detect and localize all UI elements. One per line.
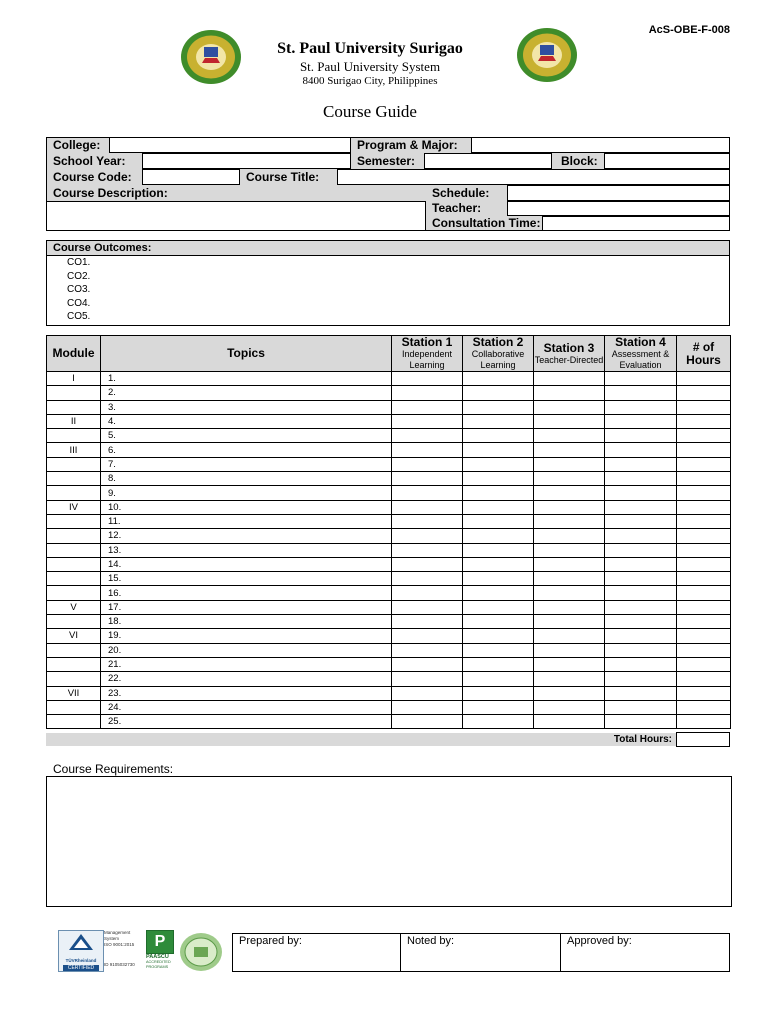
table-row	[47, 700, 731, 714]
topic-cell[interactable]: 9.	[101, 486, 392, 500]
station-3-cell[interactable]	[534, 572, 605, 586]
station-1-cell[interactable]	[392, 400, 463, 414]
module-cell	[47, 615, 101, 629]
station-2-cell[interactable]	[463, 472, 534, 486]
hours-cell[interactable]	[677, 514, 731, 528]
station-3-cell[interactable]	[534, 472, 605, 486]
table-header-row	[47, 336, 731, 372]
noted-by-label: Noted by:	[407, 935, 455, 947]
station-4-cell[interactable]	[605, 500, 677, 514]
course-description-label: Course Description:	[53, 186, 168, 200]
station-2-cell[interactable]	[463, 486, 534, 500]
prepared-by-label: Prepared by:	[239, 935, 302, 947]
iso-text	[104, 930, 142, 968]
station-4-cell[interactable]	[605, 414, 677, 428]
table-row	[47, 486, 731, 500]
module-cell	[47, 657, 101, 671]
university-seal-left	[180, 29, 242, 85]
tuv-brand: TÜVRheinland	[65, 958, 97, 963]
station-4-cell[interactable]	[605, 643, 677, 657]
hours-cell[interactable]	[677, 543, 731, 557]
station-2-cell[interactable]	[463, 672, 534, 686]
station-3-cell[interactable]	[534, 400, 605, 414]
table-row	[47, 414, 731, 428]
station-2-cell[interactable]	[463, 529, 534, 543]
station-3-cell[interactable]	[534, 372, 605, 386]
hours-cell[interactable]	[677, 457, 731, 471]
semester-field[interactable]	[424, 153, 552, 169]
station-3-cell[interactable]	[534, 529, 605, 543]
station-3-cell[interactable]	[534, 486, 605, 500]
total-hours-row	[46, 733, 676, 746]
block-label: Block:	[561, 154, 598, 168]
topic-cell[interactable]: 2.	[101, 386, 392, 400]
university-system: St. Paul University System	[299, 59, 441, 74]
paascu-icon: P	[146, 930, 174, 954]
table-row	[47, 500, 731, 514]
station-2-cell[interactable]	[463, 543, 534, 557]
station-4-cell[interactable]	[605, 429, 677, 443]
teacher-label: Teacher:	[432, 201, 482, 215]
topic-cell[interactable]: 3.	[101, 400, 392, 414]
paascu-logo	[146, 930, 176, 972]
station-3-cell[interactable]	[534, 700, 605, 714]
station-3-cell[interactable]	[534, 586, 605, 600]
station-4-cell[interactable]	[605, 386, 677, 400]
topic-cell[interactable]: 14.	[101, 557, 392, 571]
table-row	[47, 672, 731, 686]
table-row	[47, 543, 731, 557]
module-cell	[47, 386, 101, 400]
consultation-field[interactable]	[542, 216, 730, 231]
topic-cell[interactable]: 6.	[101, 443, 392, 457]
course-code-field[interactable]	[142, 169, 240, 185]
table-row	[47, 400, 731, 414]
station-3-cell[interactable]	[534, 557, 605, 571]
station-3-header	[534, 336, 605, 372]
table-row	[47, 557, 731, 571]
station-2-cell[interactable]	[463, 600, 534, 614]
course-title-field[interactable]	[337, 169, 730, 185]
tuv-certification-logo	[58, 930, 104, 972]
hours-cell[interactable]	[677, 700, 731, 714]
topic-cell[interactable]: 8.	[101, 472, 392, 486]
station-3-title: Station 3	[543, 340, 595, 355]
station-4-cell[interactable]	[605, 657, 677, 671]
station-4-cell[interactable]	[605, 586, 677, 600]
station-2-subtitle: Collaborative Learning	[471, 349, 525, 370]
hours-header: # of Hours	[677, 336, 731, 372]
station-4-cell[interactable]	[605, 672, 677, 686]
module-cell: II	[47, 414, 101, 428]
station-1-cell[interactable]	[392, 386, 463, 400]
topic-cell[interactable]: 13.	[101, 543, 392, 557]
table-row	[47, 715, 731, 729]
station-3-cell[interactable]	[534, 500, 605, 514]
station-2-cell[interactable]	[463, 586, 534, 600]
station-1-cell[interactable]	[392, 629, 463, 643]
topic-cell[interactable]: 4.	[101, 414, 392, 428]
station-1-cell[interactable]	[392, 615, 463, 629]
hours-cell[interactable]	[677, 486, 731, 500]
module-cell: III	[47, 443, 101, 457]
topic-cell[interactable]: 10.	[101, 500, 392, 514]
table-row	[47, 514, 731, 528]
station-3-cell[interactable]	[534, 429, 605, 443]
station-3-cell[interactable]	[534, 543, 605, 557]
station-1-subtitle: Independent Learning	[401, 349, 453, 370]
iso-system-label: Management System	[104, 930, 131, 941]
outcome-item: CO3.	[67, 284, 91, 296]
college-label: College:	[53, 138, 101, 152]
station-2-cell[interactable]	[463, 443, 534, 457]
topic-cell[interactable]: 20.	[101, 643, 392, 657]
module-cell: IV	[47, 500, 101, 514]
topic-cell[interactable]: 16.	[101, 586, 392, 600]
hours-cell[interactable]	[677, 672, 731, 686]
document-title: Course Guide	[323, 102, 417, 121]
module-cell	[47, 572, 101, 586]
program-field[interactable]	[471, 137, 730, 153]
station-1-cell[interactable]	[392, 429, 463, 443]
table-row	[47, 443, 731, 457]
station-4-cell[interactable]	[605, 457, 677, 471]
station-2-cell[interactable]	[463, 429, 534, 443]
station-4-cell[interactable]	[605, 443, 677, 457]
module-cell	[47, 472, 101, 486]
station-4-cell[interactable]	[605, 372, 677, 386]
station-4-cell[interactable]	[605, 572, 677, 586]
total-hours-label: Total Hours:	[613, 734, 672, 745]
station-1-cell[interactable]	[392, 543, 463, 557]
station-4-subtitle: Assessment & Evaluation	[611, 349, 670, 370]
station-1-cell[interactable]	[392, 572, 463, 586]
station-1-cell[interactable]	[392, 700, 463, 714]
station-2-cell[interactable]	[463, 414, 534, 428]
station-4-cell[interactable]	[605, 629, 677, 643]
station-4-cell[interactable]	[605, 486, 677, 500]
station-2-header	[463, 336, 534, 372]
outcome-item: CO1.	[67, 257, 91, 268]
topic-cell[interactable]: 1.	[101, 372, 392, 386]
station-4-title: Station 4	[615, 335, 666, 349]
table-row	[47, 529, 731, 543]
station-3-cell[interactable]	[534, 600, 605, 614]
table-row	[47, 372, 731, 386]
hours-cell[interactable]	[677, 572, 731, 586]
teacher-field[interactable]	[507, 201, 730, 216]
course-requirements-field[interactable]	[46, 776, 732, 907]
course-code-label: Course Code:	[53, 170, 132, 184]
table-row	[47, 600, 731, 614]
noted-by-field[interactable]	[400, 933, 561, 972]
table-row	[47, 643, 731, 657]
table-row	[47, 457, 731, 471]
prepared-by-field[interactable]	[232, 933, 401, 972]
station-3-cell[interactable]	[534, 457, 605, 471]
station-2-cell[interactable]	[463, 400, 534, 414]
topics-header: Topics	[101, 336, 392, 372]
station-1-cell[interactable]	[392, 514, 463, 528]
topic-cell[interactable]: 21.	[101, 657, 392, 671]
hours-cell[interactable]	[677, 686, 731, 700]
module-cell: VII	[47, 686, 101, 700]
hours-cell[interactable]	[677, 615, 731, 629]
station-2-cell[interactable]	[463, 657, 534, 671]
school-year-label: School Year:	[53, 154, 126, 168]
iso-id-label: ID 9105032730	[104, 962, 135, 967]
topic-cell[interactable]: 19.	[101, 629, 392, 643]
course-requirements-label: Course Requirements:	[53, 762, 174, 776]
hours-cell[interactable]	[677, 629, 731, 643]
station-4-cell[interactable]	[605, 686, 677, 700]
hours-cell[interactable]	[677, 600, 731, 614]
topic-cell[interactable]: 5.	[101, 429, 392, 443]
table-row	[47, 572, 731, 586]
outcome-item: CO2.	[67, 270, 91, 282]
station-1-cell[interactable]	[392, 372, 463, 386]
tuv-status: CERTIFIED	[63, 965, 99, 971]
table-row	[47, 657, 731, 671]
outcome-item: CO4.	[67, 297, 91, 309]
module-cell	[47, 529, 101, 543]
station-2-cell[interactable]	[463, 700, 534, 714]
station-3-cell[interactable]	[534, 672, 605, 686]
hours-cell[interactable]	[677, 429, 731, 443]
hours-cell[interactable]	[677, 386, 731, 400]
hours-cell[interactable]	[677, 557, 731, 571]
total-hours-field[interactable]	[676, 732, 730, 747]
station-3-cell[interactable]	[534, 657, 605, 671]
hours-cell[interactable]	[677, 500, 731, 514]
college-field[interactable]	[109, 137, 351, 153]
module-cell	[47, 700, 101, 714]
module-header: Module	[47, 336, 101, 372]
course-description-field[interactable]	[46, 201, 426, 231]
station-4-cell[interactable]	[605, 529, 677, 543]
module-cell	[47, 586, 101, 600]
form-code: AcS-OBE-F-008	[648, 24, 730, 36]
station-3-cell[interactable]	[534, 414, 605, 428]
schedule-label: Schedule:	[432, 186, 490, 200]
station-2-cell[interactable]	[463, 557, 534, 571]
topic-cell[interactable]: 11.	[101, 514, 392, 528]
station-4-cell[interactable]	[605, 472, 677, 486]
station-3-cell[interactable]	[534, 386, 605, 400]
station-1-cell[interactable]	[392, 715, 463, 729]
university-seal-right	[516, 27, 578, 83]
block-field[interactable]	[604, 153, 730, 169]
paascu-name: PAASCU	[146, 954, 169, 960]
station-2-cell[interactable]	[463, 514, 534, 528]
approved-by-label: Approved by:	[567, 935, 632, 947]
station-1-cell[interactable]	[392, 557, 463, 571]
module-cell	[47, 429, 101, 443]
hours-cell[interactable]	[677, 657, 731, 671]
topic-cell[interactable]: 22.	[101, 672, 392, 686]
tuv-triangle-icon	[59, 931, 103, 953]
topic-cell[interactable]: 17.	[101, 600, 392, 614]
approved-by-field[interactable]	[560, 933, 730, 972]
module-cell: V	[47, 600, 101, 614]
station-4-cell[interactable]	[605, 600, 677, 614]
module-cell	[47, 514, 101, 528]
station-1-cell[interactable]	[392, 486, 463, 500]
hours-cell[interactable]	[677, 529, 731, 543]
station-4-cell[interactable]	[605, 715, 677, 729]
station-1-cell[interactable]	[392, 600, 463, 614]
module-cell	[47, 557, 101, 571]
module-cell: I	[47, 372, 101, 386]
station-2-cell[interactable]	[463, 500, 534, 514]
station-4-cell[interactable]	[605, 400, 677, 414]
module-cell	[47, 672, 101, 686]
station-2-cell[interactable]	[463, 457, 534, 471]
address: 8400 Surigao City, Philippines	[302, 75, 438, 87]
station-4-cell[interactable]	[605, 700, 677, 714]
station-3-subtitle: Teacher-Directed	[534, 354, 604, 365]
paascu-subtitle: ACCREDITED PROGRAMS	[146, 960, 171, 969]
schedule-field[interactable]	[507, 185, 730, 201]
hours-cell[interactable]	[677, 443, 731, 457]
station-1-cell[interactable]	[392, 586, 463, 600]
station-2-cell[interactable]	[463, 686, 534, 700]
course-title-label: Course Title:	[246, 170, 320, 184]
module-cell	[47, 457, 101, 471]
table-row	[47, 629, 731, 643]
topic-cell[interactable]: 15.	[101, 572, 392, 586]
outcome-item: CO5.	[67, 311, 91, 323]
station-1-header	[392, 336, 463, 372]
station-1-cell[interactable]	[392, 657, 463, 671]
station-1-cell[interactable]	[392, 643, 463, 657]
station-1-cell[interactable]	[392, 672, 463, 686]
station-3-cell[interactable]	[534, 514, 605, 528]
station-3-cell[interactable]	[534, 643, 605, 657]
topic-cell[interactable]: 12.	[101, 529, 392, 543]
station-4-cell[interactable]	[605, 615, 677, 629]
table-row	[47, 386, 731, 400]
table-row	[47, 615, 731, 629]
hours-cell[interactable]	[677, 400, 731, 414]
consultation-label: Consultation Time:	[432, 216, 541, 230]
station-4-cell[interactable]	[605, 543, 677, 557]
station-1-cell[interactable]	[392, 457, 463, 471]
station-2-cell[interactable]	[463, 615, 534, 629]
station-4-cell[interactable]	[605, 514, 677, 528]
station-1-title: Station 1	[401, 335, 453, 349]
station-1-cell[interactable]	[392, 686, 463, 700]
table-row	[47, 586, 731, 600]
station-2-cell[interactable]	[463, 572, 534, 586]
topics-table	[46, 335, 731, 729]
school-year-field[interactable]	[142, 153, 351, 169]
station-1-cell[interactable]	[392, 529, 463, 543]
table-row	[47, 686, 731, 700]
module-cell	[47, 543, 101, 557]
topic-cell[interactable]: 24.	[101, 700, 392, 714]
station-2-cell[interactable]	[463, 715, 534, 729]
station-2-title: Station 2	[472, 335, 524, 349]
station-1-cell[interactable]	[392, 472, 463, 486]
station-2-cell[interactable]	[463, 643, 534, 657]
station-1-cell[interactable]	[392, 500, 463, 514]
course-outcomes-heading: Course Outcomes:	[53, 242, 152, 254]
station-3-cell[interactable]	[534, 715, 605, 729]
table-row	[47, 472, 731, 486]
module-cell: VI	[47, 629, 101, 643]
station-2-cell[interactable]	[463, 372, 534, 386]
topic-cell[interactable]: 25.	[101, 715, 392, 729]
hours-cell[interactable]	[677, 586, 731, 600]
hours-cell[interactable]	[677, 715, 731, 729]
station-3-cell[interactable]	[534, 443, 605, 457]
station-1-cell[interactable]	[392, 443, 463, 457]
iso-standard-label: ISO 9001:2015	[104, 942, 135, 947]
table-row	[47, 429, 731, 443]
hours-cell[interactable]	[677, 472, 731, 486]
module-cell	[47, 400, 101, 414]
hours-cell[interactable]	[677, 414, 731, 428]
station-3-cell[interactable]	[534, 686, 605, 700]
module-cell	[47, 486, 101, 500]
station-1-cell[interactable]	[392, 414, 463, 428]
station-3-cell[interactable]	[534, 629, 605, 643]
topic-cell[interactable]: 23.	[101, 686, 392, 700]
topic-cell[interactable]: 18.	[101, 615, 392, 629]
station-4-header	[605, 336, 677, 372]
station-3-cell[interactable]	[534, 615, 605, 629]
station-2-cell[interactable]	[463, 629, 534, 643]
university-name: St. Paul University Surigao	[277, 40, 463, 57]
hours-cell[interactable]	[677, 643, 731, 657]
station-4-cell[interactable]	[605, 557, 677, 571]
hours-cell[interactable]	[677, 372, 731, 386]
program-label: Program & Major:	[357, 138, 458, 152]
station-2-cell[interactable]	[463, 386, 534, 400]
topic-cell[interactable]: 7.	[101, 457, 392, 471]
semester-label: Semester:	[357, 154, 416, 168]
module-cell	[47, 715, 101, 729]
accreditation-seal	[179, 932, 223, 972]
module-cell	[47, 643, 101, 657]
